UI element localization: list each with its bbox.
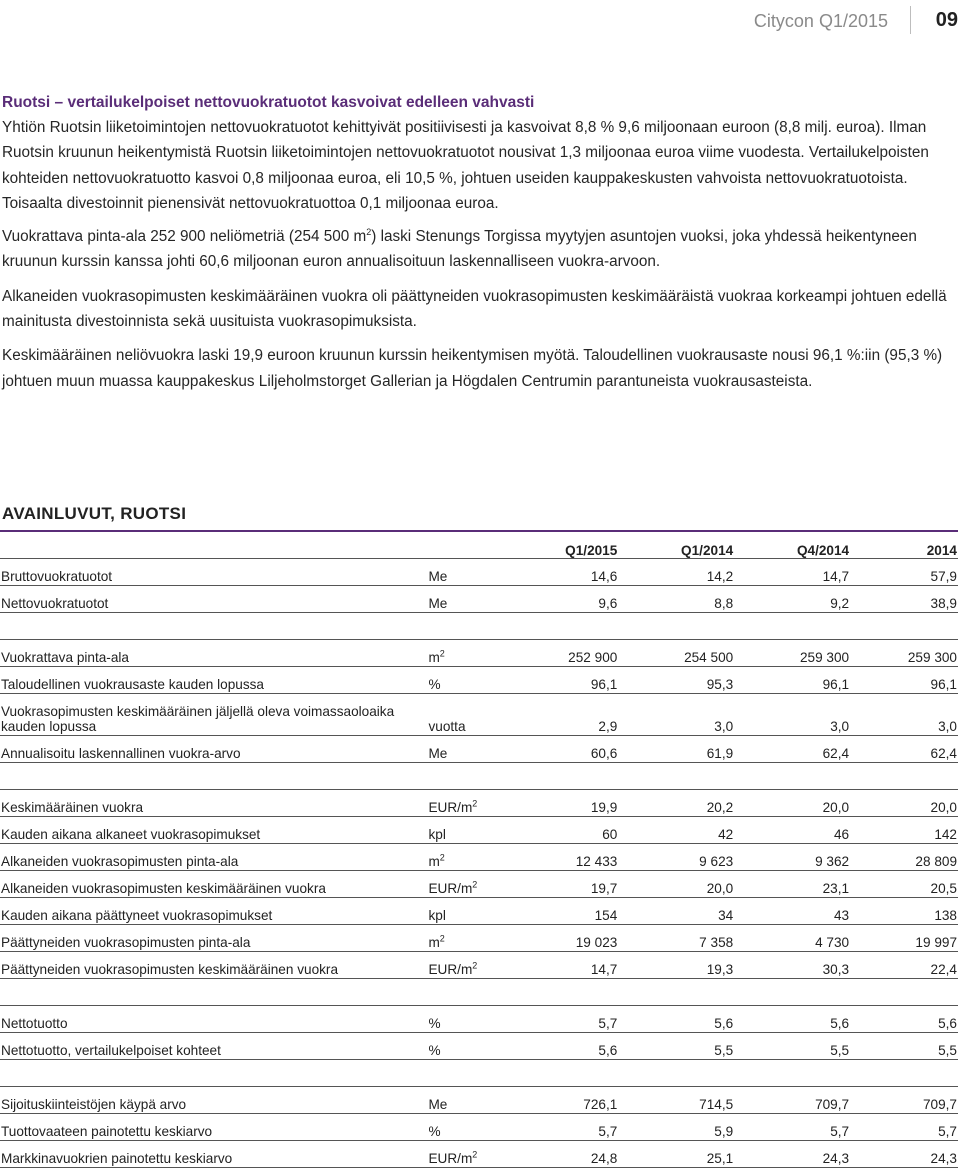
unit-text: Me: [428, 1097, 448, 1112]
unit-text: EUR/m: [428, 800, 473, 815]
value-cell: 19,7: [514, 871, 618, 898]
key-figures-table: [0, 538, 958, 1168]
row-label: Päättyneiden vuokrasopimusten pinta-ala: [0, 925, 428, 952]
row-unit: [428, 667, 514, 694]
value-cell: 34: [618, 898, 734, 925]
row-unit: [428, 1006, 514, 1033]
spacer-cell: [0, 979, 958, 1006]
row-label: Alkaneiden vuokrasopimusten keskimääräinen vuokra: [0, 871, 428, 898]
value-cell: 62,4: [734, 736, 850, 763]
value-cell: 19,3: [618, 952, 734, 979]
table-row: [0, 844, 958, 871]
table-row: [0, 1033, 958, 1060]
value-cell: 23,1: [734, 871, 850, 898]
unit-superscript: 2: [472, 1149, 478, 1160]
group-spacer: [0, 1060, 958, 1087]
row-unit: [428, 694, 514, 736]
value-cell: 96,1: [734, 667, 850, 694]
value-cell: 5,6: [734, 1006, 850, 1033]
spacer-cell: [0, 1060, 958, 1087]
row-unit: [428, 640, 514, 667]
unit-text: m: [428, 935, 440, 950]
value-cell: 95,3: [618, 667, 734, 694]
article: [2, 90, 956, 403]
value-cell: 96,1: [514, 667, 618, 694]
value-cell: 8,8: [618, 586, 734, 613]
value-cell: 154: [514, 898, 618, 925]
unit-text: %: [428, 1043, 441, 1058]
value-cell: 20,0: [850, 790, 958, 817]
row-label: Alkaneiden vuokrasopimusten pinta-ala: [0, 844, 428, 871]
unit-text: %: [428, 1124, 441, 1139]
unit-text: Me: [428, 746, 448, 761]
unit-text: Me: [428, 569, 448, 584]
column-header: Q1/2015: [514, 538, 618, 559]
value-cell: 14,7: [734, 559, 850, 586]
value-cell: 24,8: [514, 1141, 618, 1168]
header-divider: [910, 6, 911, 34]
value-cell: 46: [734, 817, 850, 844]
row-unit: [428, 790, 514, 817]
table-row: [0, 817, 958, 844]
table-row: [0, 694, 958, 736]
value-cell: 20,5: [850, 871, 958, 898]
unit-text: vuotta: [428, 719, 466, 734]
table-header-row: [0, 538, 958, 559]
row-label: Annualisoitu laskennallinen vuokra-arvo: [0, 736, 428, 763]
unit-text: kpl: [428, 908, 446, 923]
paragraph-2-start: Vuokrattava pinta-ala 252 900 neliömetriä (254 500 m: [2, 228, 367, 246]
value-cell: 4 730: [734, 925, 850, 952]
value-cell: 20,0: [618, 871, 734, 898]
unit-superscript: 2: [439, 648, 445, 659]
value-cell: 5,9: [618, 1114, 734, 1141]
value-cell: 14,2: [618, 559, 734, 586]
table-title: AVAINLUVUT, RUOTSI: [2, 504, 187, 523]
column-header: 2014: [850, 538, 958, 559]
value-cell: 60: [514, 817, 618, 844]
row-label: Taloudellinen vuokrausaste kauden lopussa: [0, 667, 428, 694]
value-cell: 3,0: [618, 694, 734, 736]
value-cell: 5,7: [514, 1006, 618, 1033]
value-cell: 5,7: [734, 1114, 850, 1141]
row-unit: [428, 559, 514, 586]
value-cell: 5,6: [618, 1006, 734, 1033]
value-cell: 38,9: [850, 586, 958, 613]
header-empty: [428, 538, 514, 559]
value-cell: 20,0: [734, 790, 850, 817]
value-cell: 252 900: [514, 640, 618, 667]
value-cell: 259 300: [850, 640, 958, 667]
table-row: [0, 1114, 958, 1141]
table-row: [0, 871, 958, 898]
row-unit: [428, 1114, 514, 1141]
unit-superscript: 2: [472, 960, 478, 971]
spacer-cell: [0, 613, 958, 640]
row-unit: [428, 586, 514, 613]
unit-text: kpl: [428, 827, 446, 842]
table-row: [0, 667, 958, 694]
row-unit: [428, 871, 514, 898]
value-cell: 5,5: [734, 1033, 850, 1060]
row-label: Nettovuokratuotot: [0, 586, 428, 613]
unit-text: %: [428, 677, 441, 692]
superscript: 2: [366, 227, 372, 238]
group-spacer: [0, 613, 958, 640]
group-spacer: [0, 979, 958, 1006]
value-cell: 5,5: [618, 1033, 734, 1060]
value-cell: 259 300: [734, 640, 850, 667]
value-cell: 5,6: [514, 1033, 618, 1060]
table-row: [0, 736, 958, 763]
row-unit: [428, 1087, 514, 1114]
value-cell: 138: [850, 898, 958, 925]
column-header: Q1/2014: [618, 538, 734, 559]
unit-text: EUR/m: [428, 962, 473, 977]
row-label: Nettotuotto: [0, 1006, 428, 1033]
row-label: Markkinavuokrien painotettu keskiarvo: [0, 1141, 428, 1168]
spacer-cell: [0, 763, 958, 790]
row-label: Nettotuotto, vertailukelpoiset kohteet: [0, 1033, 428, 1060]
value-cell: 43: [734, 898, 850, 925]
value-cell: 25,1: [618, 1141, 734, 1168]
page-number: 09: [935, 9, 958, 31]
value-cell: 28 809: [850, 844, 958, 871]
value-cell: 14,7: [514, 952, 618, 979]
row-label: Keskimääräinen vuokra: [0, 790, 428, 817]
value-cell: 3,0: [734, 694, 850, 736]
value-cell: 5,7: [514, 1114, 618, 1141]
paragraph-3: Alkaneiden vuokrasopimusten keskimääräinen vuokra oli päättyneiden vuokrasopimusten keskimääräistä vuokraa korkeampi johtuen edellä mainitusta divestoinnista sekä uusituista vuokrasopimuksista.: [2, 287, 947, 331]
title-underline: [0, 530, 958, 532]
value-cell: 5,5: [850, 1033, 958, 1060]
table-row: [0, 790, 958, 817]
unit-text: EUR/m: [428, 881, 473, 896]
table-row: [0, 1087, 958, 1114]
table-row: [0, 640, 958, 667]
value-cell: 30,3: [734, 952, 850, 979]
unit-text: m: [428, 854, 440, 869]
table-row: [0, 1141, 958, 1168]
row-unit: [428, 925, 514, 952]
value-cell: 19,9: [514, 790, 618, 817]
value-cell: 2,9: [514, 694, 618, 736]
row-label: Päättyneiden vuokrasopimusten keskimääräinen vuokra: [0, 952, 428, 979]
value-cell: 12 433: [514, 844, 618, 871]
value-cell: 57,9: [850, 559, 958, 586]
row-label: Bruttovuokratuotot: [0, 559, 428, 586]
row-label: Kauden aikana päättyneet vuokrasopimukset: [0, 898, 428, 925]
row-unit: [428, 817, 514, 844]
unit-text: %: [428, 1016, 441, 1031]
column-header: Q4/2014: [734, 538, 850, 559]
value-cell: 19 023: [514, 925, 618, 952]
value-cell: 9 362: [734, 844, 850, 871]
value-cell: 22,4: [850, 952, 958, 979]
report-brand: Citycon Q1/2015: [753, 11, 888, 31]
row-unit: [428, 1141, 514, 1168]
row-label: Kauden aikana alkaneet vuokrasopimukset: [0, 817, 428, 844]
paragraph-2: [2, 224, 956, 275]
row-label: Sijoituskiinteistöjen käypä arvo: [0, 1087, 428, 1114]
row-unit: [428, 952, 514, 979]
row-label: Vuokrasopimusten keskimääräinen jäljellä oleva voimassaoloaika kauden lopussa: [0, 694, 428, 736]
value-cell: 7 358: [618, 925, 734, 952]
table-body: [0, 559, 958, 1168]
table-row: [0, 898, 958, 925]
table-row: [0, 559, 958, 586]
paragraph-2-end: ) laski Stenungs Torgissa myytyjen asuntojen vuoksi, joka yhdessä heikentyneen kruunun kurssin kanssa johti 60,6 miljoonan euron annualisoituun laskennalliseen vuokra-arvoon.: [2, 228, 917, 271]
value-cell: 9 623: [618, 844, 734, 871]
value-cell: 19 997: [850, 925, 958, 952]
value-cell: 61,9: [618, 736, 734, 763]
row-unit: [428, 1033, 514, 1060]
unit-text: m: [428, 650, 440, 665]
table-row: [0, 1006, 958, 1033]
value-cell: 709,7: [850, 1087, 958, 1114]
table-row: [0, 925, 958, 952]
value-cell: 24,3: [734, 1141, 850, 1168]
value-cell: 254 500: [618, 640, 734, 667]
unit-text: EUR/m: [428, 1151, 473, 1166]
row-unit: [428, 736, 514, 763]
table-row: [0, 586, 958, 613]
value-cell: 3,0: [850, 694, 958, 736]
value-cell: 714,5: [618, 1087, 734, 1114]
unit-superscript: 2: [439, 852, 445, 863]
unit-text: Me: [428, 596, 448, 611]
value-cell: 5,6: [850, 1006, 958, 1033]
value-cell: 14,6: [514, 559, 618, 586]
value-cell: 5,7: [850, 1114, 958, 1141]
value-cell: 142: [850, 817, 958, 844]
page-header: [0, 6, 960, 36]
paragraph-4: Keskimääräinen neliövuokra laski 19,9 euroon kruunun kurssin heikentymisen myötä. Taloudellinen vuokrausaste nousi 96,1 %:iin (95,3 %) johtuen muun muassa kauppakeskus Liljeholmstorget Gallerian ja Högdalen Centrumin parantuneista vuokrausasteista.: [2, 347, 943, 390]
value-cell: 20,2: [618, 790, 734, 817]
header-empty: [0, 538, 428, 559]
value-cell: 9,2: [734, 586, 850, 613]
unit-superscript: 2: [472, 798, 478, 809]
value-cell: 96,1: [850, 667, 958, 694]
value-cell: 726,1: [514, 1087, 618, 1114]
row-unit: [428, 898, 514, 925]
row-unit: [428, 844, 514, 871]
value-cell: 60,6: [514, 736, 618, 763]
group-spacer: [0, 763, 958, 790]
value-cell: 62,4: [850, 736, 958, 763]
article-heading: Ruotsi – vertailukelpoiset nettovuokratuotot kasvoivat edelleen vahvasti: [2, 94, 535, 111]
row-label: Tuottovaateen painotettu keskiarvo: [0, 1114, 428, 1141]
value-cell: 24,3: [850, 1141, 958, 1168]
value-cell: 9,6: [514, 586, 618, 613]
value-cell: 42: [618, 817, 734, 844]
value-cell: 709,7: [734, 1087, 850, 1114]
table-row: [0, 952, 958, 979]
unit-superscript: 2: [439, 933, 445, 944]
row-label: Vuokrattava pinta-ala: [0, 640, 428, 667]
paragraph-1: Yhtiön Ruotsin liiketoimintojen nettovuokratuotot kehittyivät positiivisesti ja kasvoivat 8,8 % 9,6 miljoonaan euroon (8,8 milj. euroa). Ilman Ruotsin kruunun heikentymistä Ruotsin liiketoimintojen nettovuokratuotot nousivat 1,3 miljoonaa euroa viime vuodesta. Vertailukelpoisten kohteiden nettovuokratuotto kasvoi 0,8 miljoonaa euroa, eli 10,5 %, johtuen useiden kauppakeskusten vahvoista nettovuokratuotoista. Toisaalta divestoinnit pienensivät nettovuokratuottoa 0,1 miljoonaa euroa.: [2, 119, 929, 212]
unit-superscript: 2: [472, 879, 478, 890]
